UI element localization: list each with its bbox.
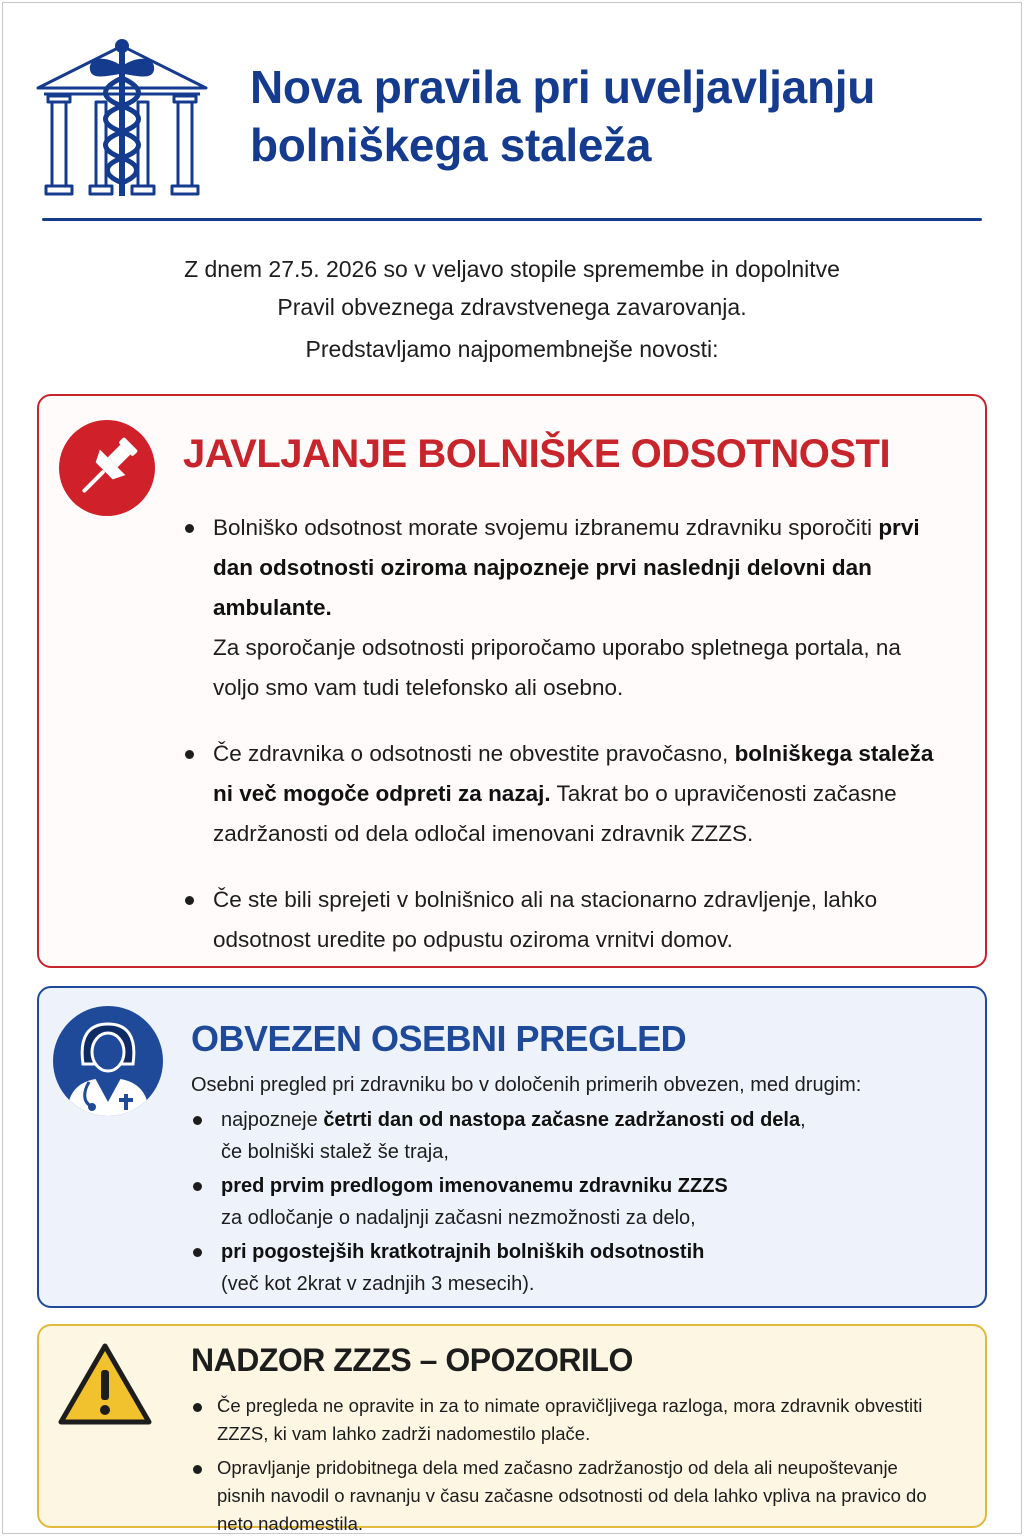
- list-item: [185, 880, 945, 960]
- intro-text: [100, 250, 924, 368]
- list-item: [185, 734, 945, 854]
- intro-line-2: Pravil obveznega zdravstvenega zavarovanja.: [277, 294, 747, 320]
- absence-reporting-card: [37, 394, 987, 968]
- bullet-text: Če zdravnika o odsotnosti ne obvestite pravočasno,: [213, 741, 735, 766]
- page-title: [250, 58, 990, 174]
- warning-list: [191, 1392, 951, 1536]
- bullet-text: Opravljanje pridobitnega dela med začasno zadržanostjo od dela ali neupoštevanje pisnih navodil o ravnanju v času začasne odsotnosti od dela lahko vpliva na pravico do neto nadomestila.: [217, 1457, 927, 1534]
- bullet-bold-text: pri pogostejših kratkotrajnih bolniških odsotnostih: [221, 1241, 705, 1263]
- bullet-bold-text: četrti dan od nastopa začasne zadržanosti od dela: [323, 1109, 801, 1131]
- pushpin-icon: [59, 420, 155, 516]
- mandatory-exam-card: [37, 986, 987, 1308]
- bullet-bold-text: pred prvim predlogom imenovanemu zdravniku ZZZS: [221, 1175, 728, 1197]
- list-item: [191, 1392, 951, 1448]
- doctor-icon: [53, 1006, 163, 1116]
- intro-line-3: Predstavljamo najpomembnejše novosti:: [305, 336, 719, 362]
- bullet-text: Če ste bili sprejeti v bolnišnico ali na stacionarno zdravljenje, lahko odsotnost uredite po odpustu oziroma vrnitvi domov.: [213, 887, 878, 952]
- intro-line-1: Z dnem 27.5. 2026 so v veljavo stopile spremembe in dopolnitve: [184, 256, 840, 282]
- warning-icon: [57, 1342, 153, 1428]
- bullet-text: Bolniško odsotnost morate svojemu izbranemu zdravniku sporočiti: [213, 515, 879, 540]
- bullet-bold-text: bolniškega staleža ni več mogoče odpreti za nazaj.: [213, 741, 934, 806]
- exam-intro: Osebni pregled pri zdravniku bo v določenih primerih obvezen, med drugim:: [191, 1074, 862, 1096]
- list-item: [185, 508, 945, 708]
- warning-section-title: NADZOR ZZZS – OPOZORILO: [191, 1342, 633, 1378]
- list-item: [191, 1454, 951, 1536]
- caduceus-temple-icon: [34, 36, 210, 200]
- title-line-1: Nova pravila pri uveljavljanju: [250, 61, 876, 113]
- bullet-punctuation: ,: [800, 1109, 806, 1131]
- bullet-text-continued: Takrat bo o upravičenosti začasne zadržanosti od dela odločal imenovani zdravnik ZZZS.: [213, 781, 897, 846]
- absence-rules-list: [185, 508, 945, 986]
- title-line-2: bolniškega staleža: [250, 119, 652, 171]
- bullet-bold-text: prvi dan odsotnosti oziroma najpozneje prvi naslednji delovni dan ambulante.: [213, 515, 920, 620]
- bullet-subtext: če bolniški stalež še traja,: [221, 1141, 449, 1163]
- bullet-subtext: za odločanje o nadaljnji začasni nezmožnosti za delo,: [221, 1207, 696, 1229]
- absence-section-title: JAVLJANJE BOLNIŠKE ODSOTNOSTI: [183, 432, 891, 476]
- zzzs-warning-card: [37, 1324, 987, 1534]
- bullet-text: najpozneje: [221, 1109, 324, 1131]
- exam-section-title: OBVEZEN OSEBNI PREGLED: [191, 1018, 687, 1059]
- bullet-subtext: (več kot 2krat v zadnjih 3 mesecih).: [221, 1273, 535, 1295]
- list-item: [191, 1236, 961, 1300]
- header-divider: [42, 218, 982, 221]
- list-item: [191, 1104, 961, 1168]
- bullet-text: Če pregleda ne opravite in za to nimate opravičljivega razloga, mora zdravnik obvestiti ZZZS, ki vam lahko zadrži nadomestilo plače.: [217, 1395, 923, 1444]
- bullet-note: Za sporočanje odsotnosti priporočamo uporabo spletnega portala, na voljo smo vam tudi telefonsko ali osebno.: [213, 635, 901, 700]
- list-item: [191, 1170, 961, 1234]
- exam-cases-list: [191, 1104, 961, 1302]
